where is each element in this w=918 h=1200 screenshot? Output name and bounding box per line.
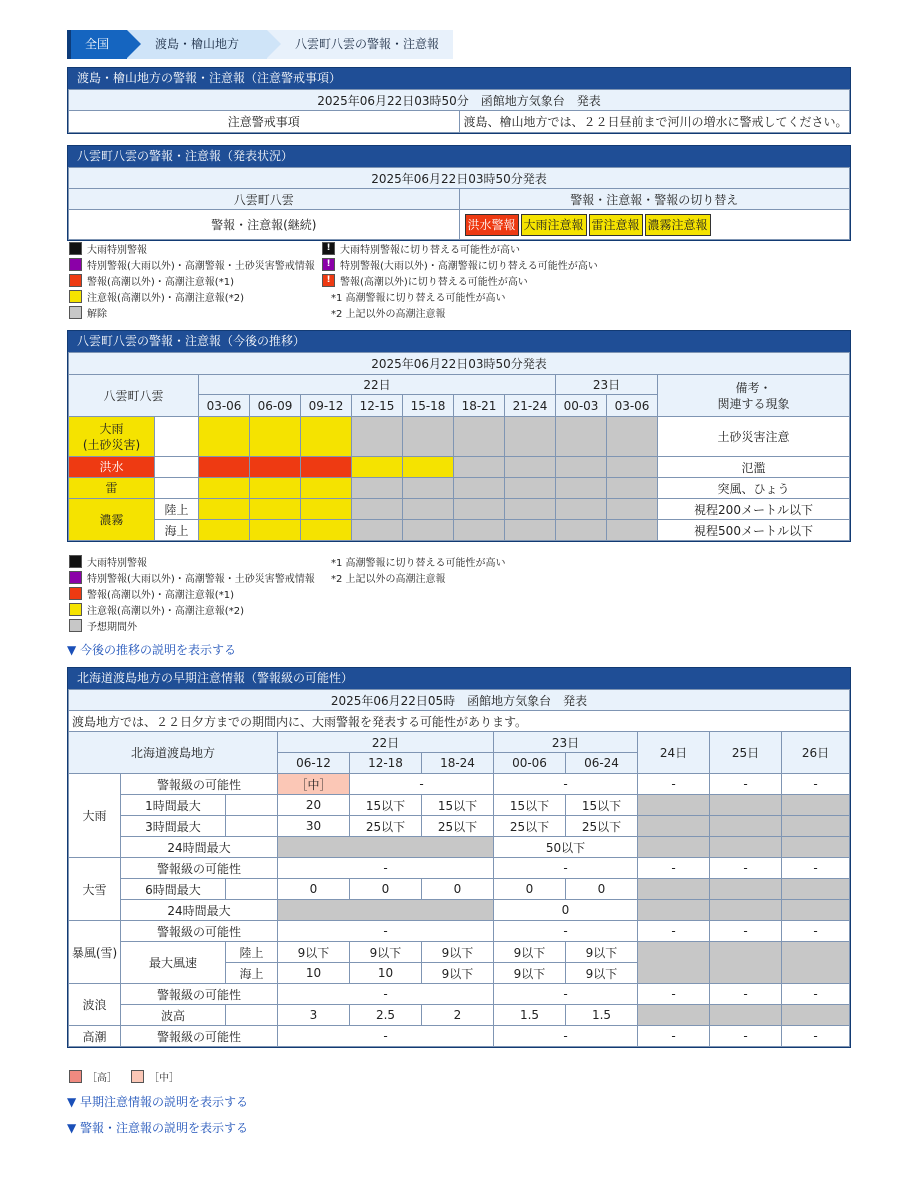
- legend-swatch: [131, 1070, 144, 1083]
- forecast-cell: [250, 457, 301, 478]
- forecast-cell: [250, 417, 301, 457]
- trend-explanation-link[interactable]: ▼ 今後の推移の説明を表示する: [67, 643, 237, 657]
- possibility-cell: -: [278, 984, 494, 1005]
- forecast-cell: [607, 478, 658, 499]
- note-cell: 視程500メートル以下: [658, 520, 850, 541]
- trend-row: [69, 417, 850, 457]
- forecast-cell: [607, 417, 658, 457]
- legend-swatch: [69, 258, 82, 271]
- value-cell: 9以下: [494, 963, 566, 984]
- forecast-cell: [607, 520, 658, 541]
- value-cell: 9以下: [566, 942, 638, 963]
- breadcrumb: [67, 30, 453, 59]
- forecast-cell: [199, 417, 250, 457]
- element-heavy-rain: 大雨: [69, 774, 121, 858]
- forecast-cell: [454, 499, 505, 520]
- value-cell: 9以下: [566, 963, 638, 984]
- forecast-cell: [505, 499, 556, 520]
- empty-cell: [710, 879, 782, 900]
- forecast-cell: [556, 478, 607, 499]
- time-slot: 03-06: [607, 395, 658, 417]
- time-slot: 06-24: [566, 753, 638, 774]
- day-header: 22日: [278, 732, 494, 753]
- phenomenon-sub: [155, 417, 199, 457]
- forecast-cell: [556, 457, 607, 478]
- trend-row: [69, 457, 850, 478]
- forecast-cell: [301, 417, 352, 457]
- time-slot: 06-12: [278, 753, 350, 774]
- value-cell: 1.5: [566, 1005, 638, 1026]
- trend-row: [69, 499, 850, 520]
- forecast-cell: [352, 520, 403, 541]
- empty-cell: [710, 942, 782, 984]
- value-cell: 15以下: [566, 795, 638, 816]
- blank-cell: [226, 1005, 278, 1026]
- legend-swatch: [69, 290, 82, 303]
- status-label: 警報・注意報(継続): [69, 210, 460, 240]
- time-slot: 06-09: [250, 395, 301, 417]
- early-warning-panel: [67, 667, 851, 1048]
- possibility-cell: -: [638, 1026, 710, 1047]
- legend-label: 大雨特別警報: [87, 557, 147, 569]
- legend-label: 警報(高潮以外)・高潮注意報(*1): [87, 589, 234, 601]
- legend-label: 特別警報(大雨以外)・高潮警報・土砂災害警戒情報: [87, 573, 315, 585]
- forecast-cell: [505, 457, 556, 478]
- forecast-cell: [505, 417, 556, 457]
- early-explanation-link[interactable]: ▼ 早期注意情報の説明を表示する: [67, 1095, 249, 1109]
- value-cell: 9以下: [422, 963, 494, 984]
- time-slot: 18-21: [454, 395, 505, 417]
- value-cell: 9以下: [350, 942, 422, 963]
- possibility-cell: -: [638, 774, 710, 795]
- empty-cell: [638, 900, 710, 921]
- note-cell: 氾濫: [658, 457, 850, 478]
- forecast-cell: [301, 457, 352, 478]
- blank-cell: [226, 879, 278, 900]
- legend-early: [69, 1068, 179, 1084]
- issued-text: 2025年06月22日05時 函館地方気象台 発表: [69, 690, 850, 711]
- warning-explanation-link[interactable]: ▼ 警報・注意報の説明を表示する: [67, 1121, 249, 1135]
- blank-cell: [226, 795, 278, 816]
- forecast-cell: [454, 457, 505, 478]
- legend-label: 予想期間外: [87, 621, 137, 633]
- status-panel: [67, 145, 851, 241]
- row-label: 3時間最大: [121, 816, 226, 837]
- legend-label: *1 高潮警報に切り替える可能性が高い: [331, 292, 506, 304]
- empty-cell: [782, 837, 850, 858]
- value-cell: 0: [494, 879, 566, 900]
- empty-cell: [782, 795, 850, 816]
- legend-label: ［高］: [87, 1072, 117, 1084]
- empty-cell: [710, 816, 782, 837]
- day-header: 23日: [494, 732, 638, 753]
- note-cell: 土砂災害注意: [658, 417, 850, 457]
- possibility-cell: -: [710, 858, 782, 879]
- forecast-cell: [199, 478, 250, 499]
- row-label: 6時間最大: [121, 879, 226, 900]
- day-header: 23日: [556, 375, 658, 395]
- day-header: 25日: [710, 732, 782, 774]
- time-slot: 21-24: [505, 395, 556, 417]
- area-header: 北海道渡島地方: [69, 732, 278, 774]
- legend-label: 警報(高潮以外)・高潮注意報(*1): [87, 276, 234, 288]
- trend-row: [69, 520, 850, 541]
- legend-status-left: [69, 240, 315, 320]
- value-cell: 0: [566, 879, 638, 900]
- issued-text: 2025年06月22日03時50分発表: [69, 353, 850, 375]
- note-cell: 視程200メートル以下: [658, 499, 850, 520]
- possibility-cell: -: [350, 774, 494, 795]
- empty-cell: [638, 1005, 710, 1026]
- badge-heavy-rain-advisory: 大雨注意報: [521, 214, 587, 236]
- value-cell: 15以下: [494, 795, 566, 816]
- phenomenon-sub: [155, 478, 199, 499]
- empty-cell: [782, 816, 850, 837]
- value-cell: 9以下: [422, 942, 494, 963]
- value-cell: 50以下: [494, 837, 638, 858]
- forecast-cell: [301, 499, 352, 520]
- empty-cell: [278, 900, 494, 921]
- forecast-cell: [199, 499, 250, 520]
- possibility-cell: -: [278, 1026, 494, 1047]
- forecast-cell: [301, 520, 352, 541]
- breadcrumb-current: 八雲町八雲の警報・注意報: [267, 30, 453, 59]
- time-slot: 18-24: [422, 753, 494, 774]
- possibility-cell: -: [638, 858, 710, 879]
- legend-trend-left: [69, 553, 315, 633]
- warning-header: 警報・注意報・警報の切り替え: [459, 189, 850, 210]
- panel-title: 北海道渡島地方の早期注意情報（警報級の可能性）: [68, 668, 850, 689]
- possibility-cell: -: [494, 984, 638, 1005]
- empty-cell: [638, 879, 710, 900]
- legend-label: 大雨特別警報に切り替える可能性が高い: [340, 244, 520, 256]
- forecast-cell: [352, 478, 403, 499]
- value-cell: 25以下: [350, 816, 422, 837]
- caution-label: 注意警戒事項: [69, 111, 460, 133]
- element-tide: 高潮: [69, 1026, 121, 1047]
- badge-thunder-advisory: 雷注意報: [589, 214, 643, 236]
- legend-label: 注意報(高潮以外)・高潮注意報(*2): [87, 605, 244, 617]
- row-label: 1時間最大: [121, 795, 226, 816]
- element-snow: 大雪: [69, 858, 121, 921]
- possibility-cell: -: [782, 858, 850, 879]
- element-storm: 暴風(雪): [69, 921, 121, 984]
- legend-label: 警報(高潮以外)に切り替える可能性が高い: [340, 276, 528, 288]
- forecast-cell: [403, 457, 454, 478]
- possibility-cell: -: [710, 774, 782, 795]
- trend-row: [69, 478, 850, 499]
- empty-cell: [782, 879, 850, 900]
- empty-cell: [710, 900, 782, 921]
- possibility-cell: -: [710, 1026, 782, 1047]
- value-cell: 0: [350, 879, 422, 900]
- value-cell: 15以下: [422, 795, 494, 816]
- caution-items-panel: [67, 67, 851, 134]
- value-cell: 1.5: [494, 1005, 566, 1026]
- empty-cell: [638, 837, 710, 858]
- time-slot: 00-03: [556, 395, 607, 417]
- value-cell: 10: [350, 963, 422, 984]
- day-header: 22日: [199, 375, 556, 395]
- legend-label: *1 高潮警報に切り替える可能性が高い: [331, 557, 506, 569]
- empty-cell: [638, 816, 710, 837]
- value-cell: 25以下: [494, 816, 566, 837]
- legend-swatch: [69, 274, 82, 287]
- legend-label: *2 上記以外の高潮注意報: [331, 308, 446, 320]
- summary-text: 渡島地方では、２２日夕方までの期間内に、大雨警報を発表する可能性があります。: [69, 711, 850, 732]
- badge-fog-advisory: 濃霧注意報: [645, 214, 711, 236]
- forecast-cell: [454, 478, 505, 499]
- possibility-cell: -: [710, 921, 782, 942]
- badge-flood-warning: 洪水警報: [465, 214, 519, 236]
- area-header: 八雲町八雲: [69, 375, 199, 417]
- time-slot: 12-18: [350, 753, 422, 774]
- value-cell: 25以下: [422, 816, 494, 837]
- forecast-cell: [454, 520, 505, 541]
- time-slot: 12-15: [352, 395, 403, 417]
- row-label: 波高: [121, 1005, 226, 1026]
- phenomenon-name: 大雨 (土砂災害): [69, 417, 155, 457]
- possibility-cell: -: [782, 984, 850, 1005]
- value-cell: 15以下: [350, 795, 422, 816]
- possibility-cell: -: [638, 984, 710, 1005]
- time-slot: 03-06: [199, 395, 250, 417]
- value-cell: 2.5: [350, 1005, 422, 1026]
- possibility-cell: -: [278, 858, 494, 879]
- forecast-cell: [403, 478, 454, 499]
- row-label: 24時間最大: [121, 900, 278, 921]
- legend-label: 特別警報(大雨以外)・高潮警報に切り替える可能性が高い: [340, 260, 598, 272]
- row-label: 警報級の可能性: [121, 984, 278, 1005]
- phenomenon-sub: 陸上: [155, 499, 199, 520]
- legend-swatch: [69, 1070, 82, 1083]
- legend-swatch: [69, 587, 82, 600]
- time-slot: 09-12: [301, 395, 352, 417]
- value-cell: 25以下: [566, 816, 638, 837]
- empty-cell: [710, 837, 782, 858]
- row-label: 警報級の可能性: [121, 774, 278, 795]
- possibility-cell: -: [494, 858, 638, 879]
- empty-cell: [710, 1005, 782, 1026]
- possibility-cell: -: [494, 921, 638, 942]
- issued-text: 2025年06月22日03時50分 函館地方気象台 発表: [69, 90, 850, 111]
- forecast-cell: [556, 417, 607, 457]
- legend-swatch: [69, 306, 82, 319]
- badge-list: [459, 210, 850, 240]
- exclamation-icon: !: [322, 242, 335, 255]
- value-cell: 30: [278, 816, 350, 837]
- value-cell: 0: [278, 879, 350, 900]
- empty-cell: [278, 837, 494, 858]
- value-cell: 9以下: [278, 942, 350, 963]
- phenomenon-name: 濃霧: [69, 499, 155, 541]
- forecast-cell: [352, 417, 403, 457]
- possibility-cell: -: [782, 774, 850, 795]
- panel-title: 八雲町八雲の警報・注意報（発表状況）: [68, 146, 850, 167]
- row-label: 最大風速: [121, 942, 226, 984]
- exclamation-icon: !: [322, 258, 335, 271]
- phenomenon-sub: [155, 457, 199, 478]
- empty-cell: [782, 900, 850, 921]
- forecast-cell: [607, 457, 658, 478]
- legend-swatch: [69, 555, 82, 568]
- panel-title: 渡島・檜山地方の警報・注意報（注意警戒事項）: [68, 68, 850, 89]
- legend-label: 注意報(高潮以外)・高潮注意報(*2): [87, 292, 244, 304]
- value-cell: 0: [494, 900, 638, 921]
- forecast-cell: [505, 478, 556, 499]
- value-cell: 9以下: [494, 942, 566, 963]
- value-cell: 0: [422, 879, 494, 900]
- possibility-cell: -: [494, 1026, 638, 1047]
- phenomenon-name: 雷: [69, 478, 155, 499]
- forecast-cell: [250, 520, 301, 541]
- row-label: 警報級の可能性: [121, 921, 278, 942]
- empty-cell: [782, 1005, 850, 1026]
- possibility-cell: -: [278, 921, 494, 942]
- forecast-cell: [556, 520, 607, 541]
- time-slot: 15-18: [403, 395, 454, 417]
- issued-text: 2025年06月22日03時50分発表: [69, 168, 850, 189]
- forecast-cell: [403, 499, 454, 520]
- time-slot: 00-06: [494, 753, 566, 774]
- breadcrumb-region[interactable]: 渡島・檜山地方: [127, 30, 267, 59]
- legend-label: 大雨特別警報: [87, 244, 147, 256]
- value-cell: 3: [278, 1005, 350, 1026]
- day-header: 24日: [638, 732, 710, 774]
- phenomenon-name: 洪水: [69, 457, 155, 478]
- forecast-cell: [403, 417, 454, 457]
- phenomenon-sub: 海上: [155, 520, 199, 541]
- empty-cell: [782, 942, 850, 984]
- forecast-cell: [556, 499, 607, 520]
- day-header: 26日: [782, 732, 850, 774]
- forecast-cell: [352, 457, 403, 478]
- possibility-cell: -: [638, 921, 710, 942]
- legend-label: ［中］: [149, 1072, 179, 1084]
- forecast-cell: [403, 520, 454, 541]
- row-label: 警報級の可能性: [121, 858, 278, 879]
- legend-label: *2 上記以外の高潮注意報: [331, 573, 446, 585]
- trend-panel: [67, 330, 851, 542]
- exclamation-icon: !: [322, 274, 335, 287]
- panel-title: 八雲町八雲の警報・注意報（今後の推移）: [68, 331, 850, 352]
- legend-label: 特別警報(大雨以外)・高潮警報・土砂災害警戒情報: [87, 260, 315, 272]
- row-label: 警報級の可能性: [121, 1026, 278, 1047]
- possibility-cell: -: [494, 774, 638, 795]
- possibility-cell: -: [782, 1026, 850, 1047]
- empty-cell: [710, 795, 782, 816]
- legend-swatch: [69, 603, 82, 616]
- empty-cell: [638, 795, 710, 816]
- legend-status-right: [322, 240, 598, 320]
- forecast-cell: [301, 478, 352, 499]
- possibility-cell: -: [710, 984, 782, 1005]
- row-label: 24時間最大: [121, 837, 278, 858]
- forecast-cell: [352, 499, 403, 520]
- blank-cell: [226, 816, 278, 837]
- forecast-cell: [250, 478, 301, 499]
- legend-swatch: [69, 571, 82, 584]
- area-header: 八雲町八雲: [69, 189, 460, 210]
- legend-trend-right: [331, 553, 506, 585]
- row-sublabel: 陸上: [226, 942, 278, 963]
- forecast-cell: [199, 457, 250, 478]
- legend-swatch: [69, 619, 82, 632]
- legend-swatch: [69, 242, 82, 255]
- legend-label: 解除: [87, 308, 107, 320]
- note-header: 備考・ 関連する現象: [658, 375, 850, 417]
- value-cell: 20: [278, 795, 350, 816]
- empty-cell: [638, 942, 710, 984]
- forecast-cell: [607, 499, 658, 520]
- forecast-cell: [454, 417, 505, 457]
- value-cell: 10: [278, 963, 350, 984]
- forecast-cell: [199, 520, 250, 541]
- breadcrumb-national[interactable]: 全国: [67, 30, 127, 59]
- forecast-cell: [505, 520, 556, 541]
- possibility-cell: -: [782, 921, 850, 942]
- value-cell: 2: [422, 1005, 494, 1026]
- forecast-cell: [250, 499, 301, 520]
- caution-text: 渡島、檜山地方では、２２日昼前まで河川の増水に警戒してください。: [459, 111, 850, 133]
- row-sublabel: 海上: [226, 963, 278, 984]
- note-cell: 突風、ひょう: [658, 478, 850, 499]
- possibility-cell: ［中］: [278, 774, 350, 795]
- element-waves: 波浪: [69, 984, 121, 1026]
